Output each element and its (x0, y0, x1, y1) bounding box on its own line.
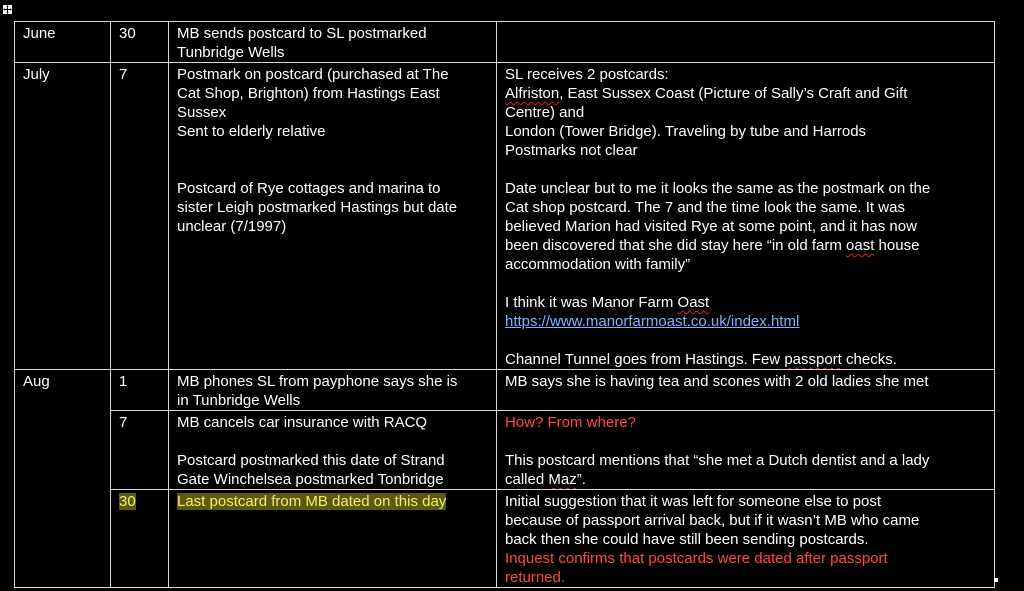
day-cell[interactable] (111, 370, 169, 411)
spellcheck-word[interactable]: passport (784, 351, 842, 368)
day-label-highlighted: 30 (119, 493, 136, 510)
day-label: 1 (119, 373, 128, 390)
event-text: Cat Shop, Brighton) from Hastings East (177, 85, 440, 102)
month-label: July (23, 66, 50, 83)
table-row (15, 490, 995, 588)
table-row (15, 22, 995, 63)
day-cell[interactable] (111, 411, 169, 490)
event-text: Postcard of Rye cottages and marina to (177, 180, 441, 197)
event-cell[interactable] (169, 490, 497, 588)
event-text-highlighted: Last postcard from MB dated on this day (177, 493, 447, 510)
day-cell[interactable] (111, 490, 169, 588)
timeline-table (14, 21, 995, 588)
table-resize-handle[interactable] (994, 578, 998, 582)
note-text: Cat shop postcard. The 7 and the time look the same. It was (505, 199, 905, 216)
table-row (15, 370, 995, 411)
note-text: MB says she is having tea and scones with 2 old ladies she met (505, 373, 929, 390)
note-cell[interactable] (497, 370, 995, 411)
note-red-text: returned. (505, 569, 566, 586)
note-text: Channel Tunnel goes from Hastings. Few passport checks. (505, 351, 897, 368)
note-text: believed Marion had visited Rye at some point, and it has now (505, 218, 917, 235)
event-text: Gate Winchelsea postmarked Tonbridge (177, 471, 444, 488)
note-text: Postmarks not clear (505, 142, 638, 159)
note-cell[interactable] (497, 490, 995, 588)
spellcheck-word[interactable]: Maz (548, 471, 577, 488)
note-cell[interactable] (497, 22, 995, 63)
month-cell[interactable] (15, 370, 111, 588)
spellcheck-word[interactable]: Oast (677, 294, 710, 311)
note-text: Centre) and (505, 104, 585, 121)
note-text: This postcard mentions that “she met a Dutch dentist and a lady (505, 452, 930, 469)
note-red-text: How? From where? (505, 414, 636, 431)
table-row (15, 63, 995, 370)
note-red-text: Inquest confirms that postcards were dated after passport (505, 550, 888, 567)
event-cell[interactable] (169, 411, 497, 490)
table-row (15, 411, 995, 490)
note-text: called Maz”. (505, 471, 586, 488)
day-label: 7 (119, 66, 128, 83)
note-text: back then she could have still been sending postcards. (505, 531, 869, 548)
event-text: sister Leigh postmarked Hastings but date (177, 199, 458, 216)
event-text: unclear (7/1997) (177, 218, 287, 235)
month-cell[interactable] (15, 22, 111, 63)
note-text: Initial suggestion that it was left for someone else to post (505, 493, 882, 510)
day-label: 30 (119, 25, 136, 42)
event-text: in Tunbridge Wells (177, 392, 301, 409)
note-text: Date unclear but to me it looks the same as the postmark on the (505, 180, 931, 197)
spellcheck-word[interactable]: oast (846, 237, 875, 254)
event-text: Postmark on postcard (purchased at The (177, 66, 449, 83)
day-cell[interactable] (111, 63, 169, 370)
table-move-handle-icon[interactable] (2, 4, 13, 15)
event-text: Tunbridge Wells (177, 44, 285, 61)
note-cell[interactable] (497, 63, 995, 370)
note-text: London (Tower Bridge). Traveling by tube and Harrods (505, 123, 867, 140)
event-cell[interactable] (169, 370, 497, 411)
event-cell[interactable] (169, 63, 497, 370)
event-cell[interactable] (169, 22, 497, 63)
event-text: MB sends postcard to SL postmarked (177, 25, 427, 42)
day-cell[interactable] (111, 22, 169, 63)
note-cell[interactable] (497, 411, 995, 490)
month-label: June (23, 25, 56, 42)
day-label: 7 (119, 414, 128, 431)
note-text: accommodation with family” (505, 256, 691, 273)
spellcheck-word[interactable]: Alfriston (505, 85, 560, 102)
event-text: Postcard postmarked this date of Strand (177, 452, 445, 469)
note-text: Alfriston, East Sussex Coast (Picture of Sally’s Craft and Gift (505, 85, 908, 102)
event-text: MB phones SL from payphone says she is (177, 373, 458, 390)
manor-farm-oast-link[interactable]: https://www.manorfarmoast.co.uk/index.html (505, 313, 800, 330)
month-cell[interactable] (15, 63, 111, 370)
month-label: Aug (23, 373, 50, 390)
event-text: Sent to elderly relative (177, 123, 326, 140)
event-text: MB cancels car insurance with RACQ (177, 414, 428, 431)
note-text: SL receives 2 postcards: (505, 66, 669, 83)
note-text: because of passport arrival back, but if it wasn’t MB who came (505, 512, 920, 529)
event-text: Sussex (177, 104, 227, 121)
note-text: I think it was Manor Farm Oast (505, 294, 710, 311)
note-text: been discovered that she did stay here “in old farm oast house (505, 237, 920, 254)
